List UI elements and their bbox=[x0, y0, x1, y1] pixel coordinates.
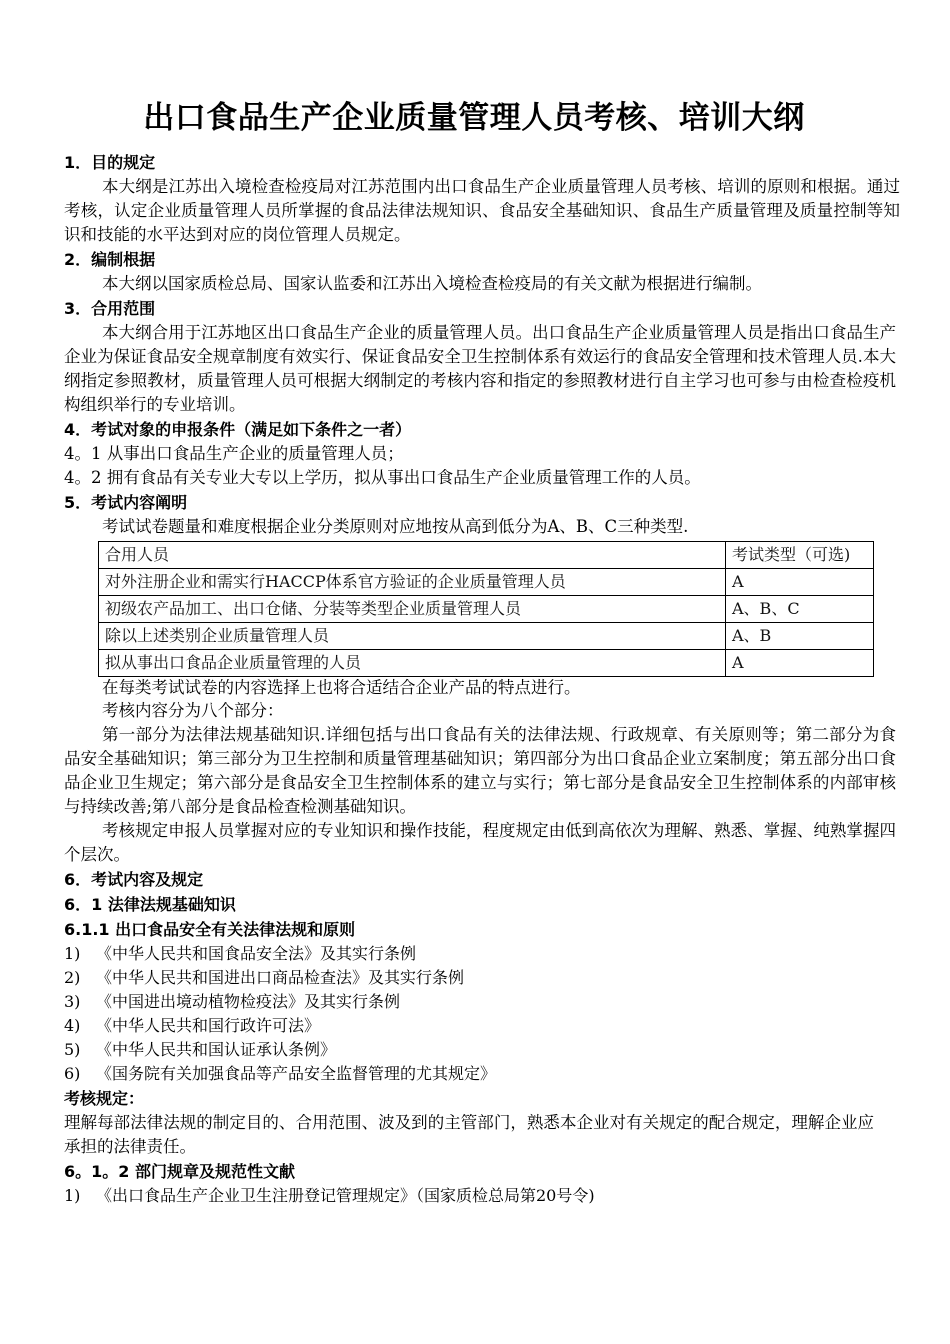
table-cell: 拟从事出口食品企业质量管理的人员 bbox=[99, 650, 726, 677]
list-item-text: 《中华人民共和国进出口商品检查法》及其实行条例 bbox=[96, 968, 465, 987]
list-item-number: 4) bbox=[64, 1016, 81, 1035]
section-5-parts: 第一部分为法律法规基础知识.详细包括与出口食品有关的法律法规、行政规章、有关原则等；第二部分为食品安全基础知识；第三部分为卫生控制和质量管理基础知识；第四部分为出口食品企业立案制度；第五部分出口食品企业卫生规定；第六部分是食品安全卫生控制体系的建立与实行；第七部分是食品安全卫生控制体系的内部审核与持续改善;第八部分是食品检查检测基础知识。 bbox=[64, 725, 896, 816]
table-cell: 初级农产品加工、出口仓储、分装等类型企业质量管理人员 bbox=[99, 596, 726, 623]
section-3-heading: 3．合用范围 bbox=[64, 299, 156, 318]
list-item bbox=[64, 990, 896, 1014]
section-6-1-2-heading: 6。1。2 部门规章及规范性文献 bbox=[64, 1162, 295, 1181]
exam-type-table bbox=[98, 541, 874, 677]
list-item-number: 1) bbox=[64, 944, 81, 963]
list-item-text: 《国务院有关加强食品等产品安全监督管理的尤其规定》 bbox=[96, 1064, 497, 1083]
section-6-1-1-heading: 6.1.1 出口食品安全有关法律法规和原则 bbox=[64, 920, 356, 939]
section-5-levels: 考核规定申报人员掌握对应的专业知识和操作技能，程度规定由低到高依次为理解、熟悉、掌握、纯熟掌握四个层次。 bbox=[64, 821, 896, 864]
table-row bbox=[99, 623, 874, 650]
section-5-intro: 考试试卷题量和难度根据企业分类原则对应地按从高到低分为A、B、C三种类型. bbox=[102, 517, 689, 536]
section-2-text: 本大纲以国家质检总局、国家认监委和江苏出入境检查检疫局的有关文献为根据进行编制。 bbox=[102, 274, 762, 293]
list-item bbox=[64, 1184, 896, 1208]
list-item-text: 《中华人民共和国行政许可法》 bbox=[96, 1016, 321, 1035]
list-item bbox=[64, 966, 896, 990]
table-cell: A、B、C bbox=[726, 596, 874, 623]
section-6-heading: 6．考试内容及规定 bbox=[64, 870, 204, 889]
section-5-after-table: 在每类考试试卷的内容选择上也将合适结合企业产品的特点进行。 bbox=[102, 678, 581, 697]
table-cell: A bbox=[726, 569, 874, 596]
section-2-heading: 2．编制根据 bbox=[64, 250, 156, 269]
section-4-item-1: 4。1 从事出口食品生产企业的质量管理人员； bbox=[64, 444, 404, 463]
table-cell: 除以上述类别企业质量管理人员 bbox=[99, 623, 726, 650]
table-cell: A、B bbox=[726, 623, 874, 650]
list-item bbox=[64, 1062, 896, 1086]
table-row bbox=[99, 569, 874, 596]
table-header-row bbox=[99, 542, 874, 569]
section-4-item-2: 4。2 拥有食品有关专业大专以上学历，拟从事出口食品生产企业质量管理工作的人员。 bbox=[64, 468, 701, 487]
list-item-text: 《中华人民共和国食品安全法》及其实行条例 bbox=[96, 944, 417, 963]
requirements-heading: 考核规定： bbox=[64, 1089, 145, 1108]
table-row bbox=[99, 650, 874, 677]
section-5-parts-intro: 考核内容分为八个部分： bbox=[102, 701, 284, 720]
list-item-text: 《中华人民共和国认证承认条例》 bbox=[96, 1040, 337, 1059]
section-1-text: 本大纲是江苏出入境检查检疫局对江苏范围内出口食品生产企业质量管理人员考核、培训的原则和根据。通过考核，认定企业质量管理人员所掌握的食品法律法规知识、食品安全基础知识、食品生产质量管理及质量控制等知识和技能的水平达到对应的岗位管理人员规定。 bbox=[64, 177, 900, 244]
section-6-1-heading: 6．1 法律法规基础知识 bbox=[64, 895, 236, 914]
section-1-heading: 1．目的规定 bbox=[64, 153, 156, 172]
law-list bbox=[64, 942, 896, 1086]
list-item-number: 2) bbox=[64, 968, 81, 987]
list-item-number: 6) bbox=[64, 1064, 81, 1083]
list-item bbox=[64, 942, 896, 966]
list-item-number: 1) bbox=[64, 1186, 81, 1205]
document-page bbox=[64, 94, 900, 1208]
document-title: 出口食品生产企业质量管理人员考核、培训大纲 bbox=[143, 100, 805, 136]
table-header-cell: 考试类型（可选) bbox=[726, 542, 874, 569]
list-item bbox=[64, 1014, 896, 1038]
list-item-number: 3) bbox=[64, 992, 81, 1011]
list-item bbox=[64, 1038, 896, 1062]
regulation-list bbox=[64, 1184, 896, 1208]
list-item-number: 5) bbox=[64, 1040, 81, 1059]
table-cell: A bbox=[726, 650, 874, 677]
section-4-heading: 4．考试对象的申报条件（满足如下条件之一者） bbox=[64, 420, 412, 439]
table-header-cell: 合用人员 bbox=[99, 542, 726, 569]
table-cell: 对外注册企业和需实行HACCP体系官方验证的企业质量管理人员 bbox=[99, 569, 726, 596]
table-row bbox=[99, 596, 874, 623]
requirements-text: 理解每部法律法规的制定目的、合用范围、波及到的主管部门，熟悉本企业对有关规定的配合规定，理解企业应承担的法律责任。 bbox=[64, 1113, 874, 1156]
list-item-text: 《出口食品生产企业卫生注册登记管理规定》（国家质检总局第20号令) bbox=[96, 1186, 595, 1205]
section-5-heading: 5．考试内容阐明 bbox=[64, 493, 188, 512]
section-3-text: 本大纲合用于江苏地区出口食品生产企业的质量管理人员。出口食品生产企业质量管理人员是指出口食品生产企业为保证食品安全规章制度有效实行、保证食品安全卫生控制体系有效运行的食品安全管理和技术管理人员.本大纲指定参照教材，质量管理人员可根据大纲制定的考核内容和指定的参照教材进行自主学习也可参与由检查检疫机构组织举行的专业培训。 bbox=[64, 323, 896, 414]
list-item-text: 《中国进出境动植物检疫法》及其实行条例 bbox=[96, 992, 401, 1011]
